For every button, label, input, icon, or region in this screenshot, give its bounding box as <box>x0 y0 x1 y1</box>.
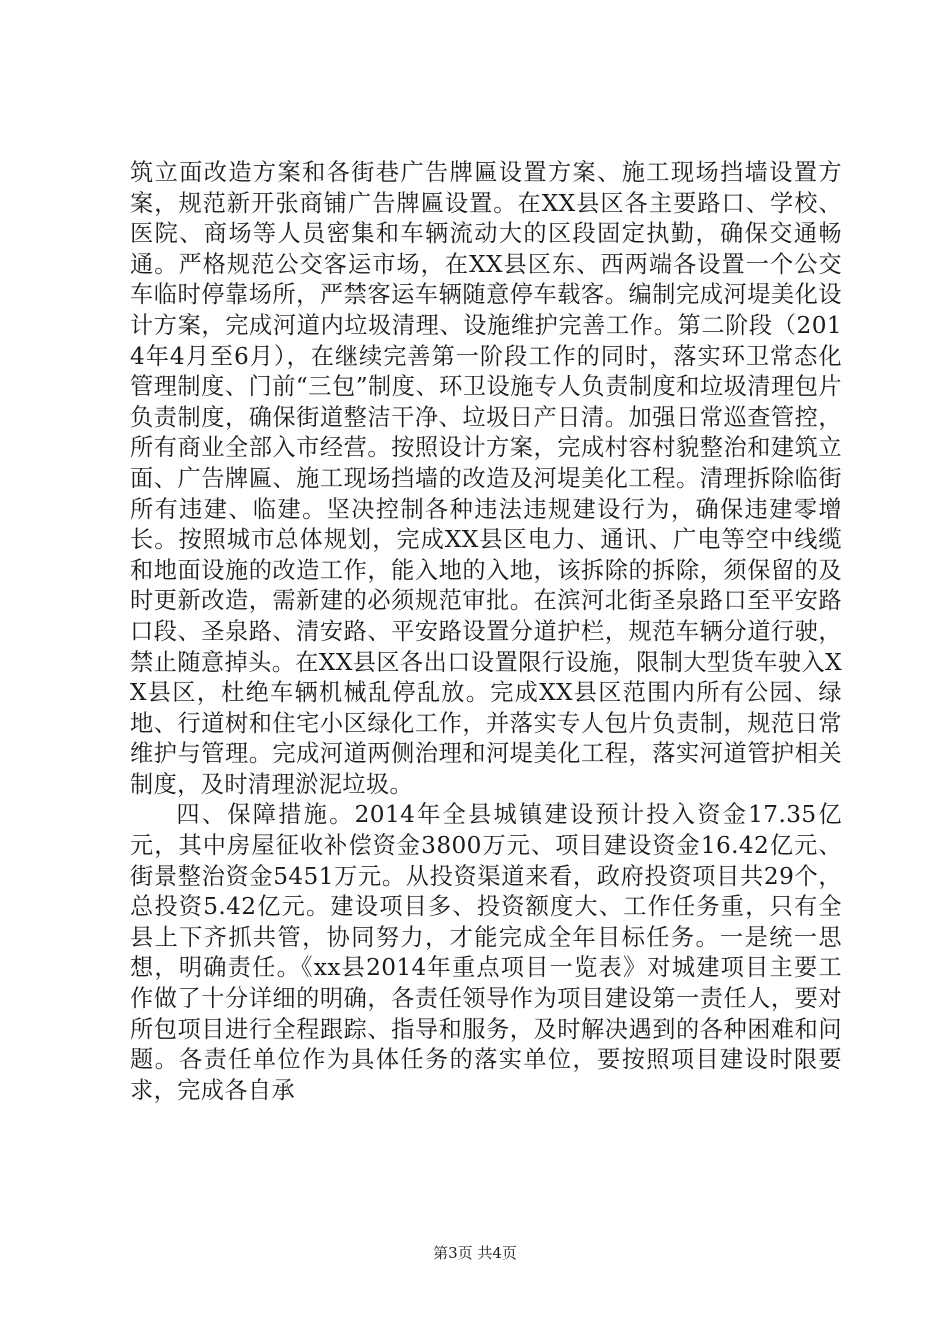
paragraph-safeguard-measures: 四、保障措施。2014年全县城镇建设预计投入资金17.35亿元，其中房屋征收补偿资金3800万元、项目建设资金16.42亿元、街景整治资金5451万元。从投资渠道来看，政府投资项目共29个，总投资5.42亿元。建设项目多、投资额度大、工作任务重，只有全县上下齐抓共管，协同努力，才能完成全年目标任务。一是统一思想，明确责任。《xx县2014年重点项目一览表》对城建项目主要工作做了十分详细的明确，各责任领导作为项目建设第一责任人，要对所包项目进行全程跟踪、指导和服务，及时解决遇到的各种困难和问题。各责任单位作为具体任务的落实单位，要按照项目建设时限要求，完成各自承 <box>130 801 842 1104</box>
page-number-footer: 第3页 共4页 <box>433 1244 517 1262</box>
document-body <box>130 158 842 1106</box>
paragraph-continued: 筑立面改造方案和各街巷广告牌匾设置方案、施工现场挡墙设置方案，规范新开张商铺广告牌匾设置。在XX县区各主要路口、学校、医院、商场等人员密集和车辆流动大的区段固定执勤，确保交通畅通。严格规范公交客运市场，在XX县区东、西两端各设置一个公交车临时停靠场所，严禁客运车辆随意停车载客。编制完成河堤美化设计方案，完成河道内垃圾清理、设施维护完善工作。第二阶段（2014年4月至6月），在继续完善第一阶段工作的同时，落实环卫常态化管理制度、门前“三包”制度、环卫设施专人负责制度和垃圾清理包片负责制度，确保街道整洁干净、垃圾日产日清。加强日常巡查管控，所有商业全部入市经营。按照设计方案，完成村容村貌整治和建筑立面、广告牌匾、施工现场挡墙的改造及河堤美化工程。清理拆除临街所有违建、临建。坚决控制各种违法违规建设行为，确保违建零增长。按照城市总体规划，完成XX县区电力、通讯、广电等空中线缆和地面设施的改造工作，能入地的入地，该拆除的拆除，须保留的及时更新改造，需新建的必须规范审批。在滨河北街圣泉路口至平安路口段、圣泉路、清安路、平安路设置分道护栏，规范车辆分道行驶，禁止随意掉头。在XX县区各出口设置限行设施，限制大型货车驶入XX县区，杜绝车辆机械乱停乱放。完成XX县区范围内所有公园、绿地、行道树和住宅小区绿化工作，并落实专人包片负责制，规范日常维护与管理。完成河道两侧治理和河堤美化工程，落实河道管护相关制度，及时清理淤泥垃圾。 <box>130 159 842 798</box>
